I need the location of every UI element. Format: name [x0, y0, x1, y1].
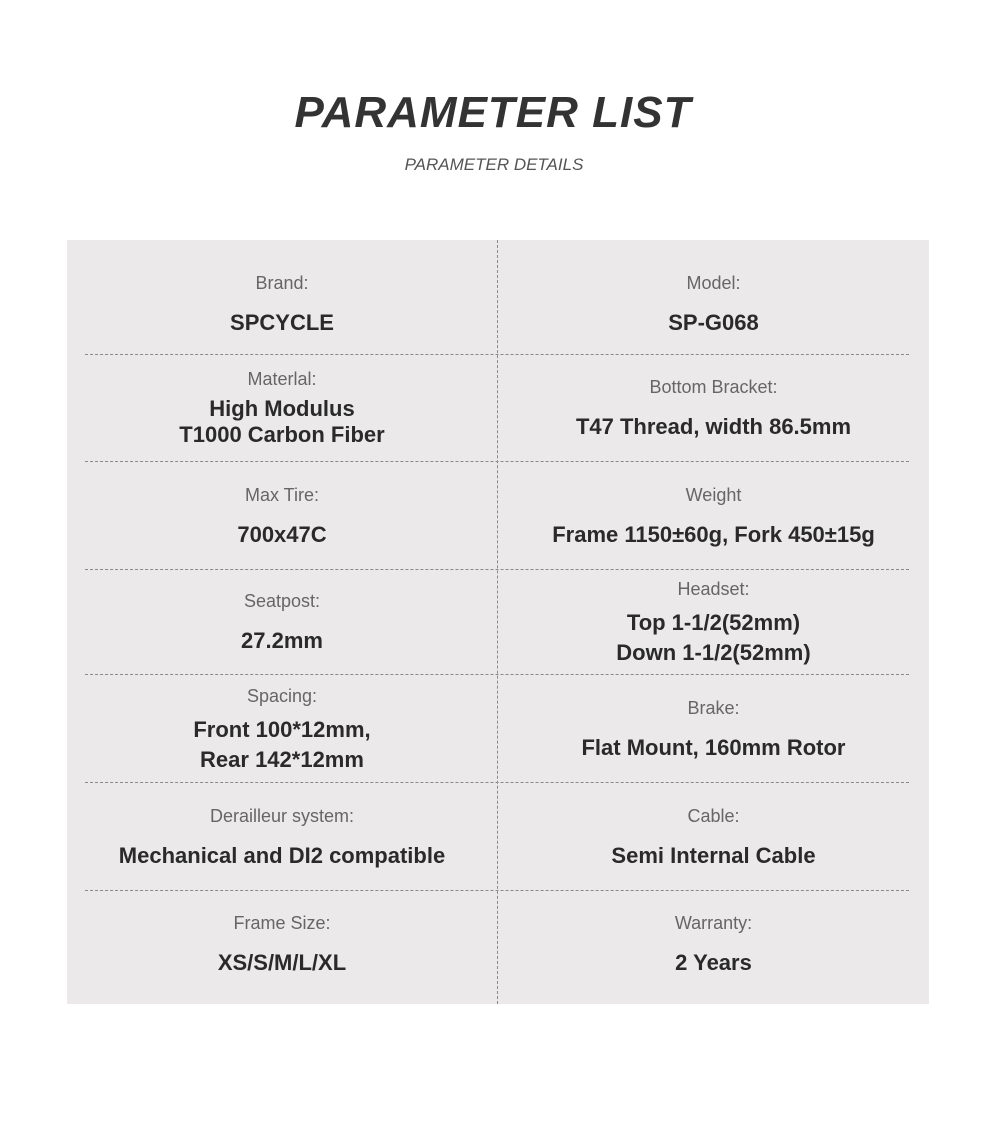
- param-value-line: Rear 142*12mm: [200, 746, 364, 772]
- param-cell-headset: [498, 570, 929, 674]
- param-label: Frame Size:: [233, 912, 331, 933]
- param-cell-weight: [498, 462, 929, 569]
- table-row: [67, 462, 929, 569]
- param-value-line: Flat Mount, 160mm Rotor: [581, 734, 846, 760]
- table-row: [67, 891, 929, 1004]
- param-value-line: Semi Internal Cable: [611, 842, 816, 868]
- table-row: [67, 675, 929, 782]
- param-cell-derailleur: [67, 783, 497, 890]
- param-value-line: T47 Thread, width 86.5mm: [575, 414, 852, 439]
- param-value-line: Mechanical and DI2 compatible: [118, 842, 446, 868]
- param-value-line: T1000 Carbon Fiber: [179, 422, 385, 447]
- param-value-line: Front 100*12mm,: [193, 716, 371, 742]
- param-label: Brake:: [687, 697, 740, 718]
- param-label: Warranty:: [674, 912, 753, 933]
- param-value-line: High Modulus: [209, 396, 355, 421]
- param-cell-model: [498, 240, 929, 354]
- param-value-line: 27.2mm: [241, 628, 323, 653]
- param-cell-bottom-bracket: [498, 355, 929, 461]
- param-label: Model:: [686, 273, 741, 293]
- param-value: [576, 414, 851, 440]
- param-value: [552, 522, 875, 548]
- parameter-table: [67, 240, 929, 1004]
- param-label: Brand:: [255, 273, 309, 293]
- param-value-line: Down 1-1/2(52mm): [616, 640, 811, 665]
- param-value: [675, 950, 752, 976]
- param-value: [237, 522, 326, 548]
- param-value: [230, 310, 334, 336]
- param-label: Spacing:: [246, 685, 318, 706]
- param-value-line: Frame 1150±60g, Fork 450±15g: [552, 521, 875, 547]
- param-cell-brand: [67, 240, 497, 354]
- table-row: [67, 570, 929, 674]
- param-value: [119, 843, 445, 869]
- param-label: Headset:: [677, 579, 750, 599]
- param-label: Cable:: [687, 805, 740, 826]
- param-label: Derailleur system:: [209, 805, 355, 826]
- param-value-line: 2 Years: [675, 949, 752, 975]
- param-label: Materlal:: [247, 369, 317, 389]
- param-label: Bottom Bracket:: [649, 377, 778, 397]
- param-value-line: SP-G068: [668, 310, 759, 335]
- param-cell-frame-size: [67, 891, 497, 1004]
- param-cell-max-tire: [67, 462, 497, 569]
- param-value: [581, 735, 845, 761]
- param-label: Weight: [685, 484, 742, 505]
- param-value-line: 700x47C: [237, 521, 327, 547]
- table-row: [67, 240, 929, 354]
- table-row: [67, 783, 929, 890]
- param-value-line: XS/S/M/L/XL: [217, 949, 347, 975]
- param-cell-material: [67, 355, 497, 461]
- param-value-line: Top 1-1/2(52mm): [626, 610, 801, 635]
- param-value: [668, 310, 759, 336]
- param-cell-seatpost: [67, 570, 497, 674]
- param-cell-brake: [498, 675, 929, 782]
- param-cell-spacing: [67, 675, 497, 782]
- page-title: PARAMETER LIST: [294, 88, 692, 137]
- param-value: [193, 717, 370, 773]
- param-label: Seatpost:: [243, 591, 321, 611]
- param-value: [241, 628, 323, 654]
- param-value: [616, 610, 810, 666]
- param-value: [179, 396, 384, 448]
- param-value-line: SPCYCLE: [230, 310, 334, 335]
- param-cell-warranty: [498, 891, 929, 1004]
- param-value: [611, 843, 815, 869]
- param-cell-cable: [498, 783, 929, 890]
- page-subtitle: PARAMETER DETAILS: [404, 155, 584, 174]
- table-row: [67, 355, 929, 461]
- param-value: [218, 950, 346, 976]
- param-label: Max Tire:: [244, 484, 319, 505]
